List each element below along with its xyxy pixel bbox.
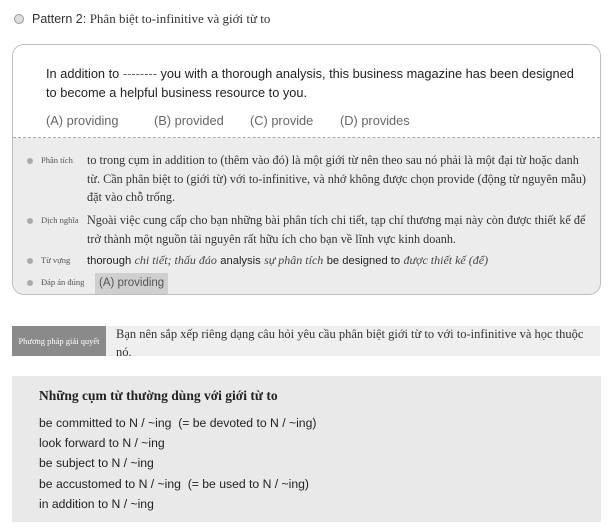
- pattern-title: [32, 11, 270, 27]
- analysis-text: to trong cụm in addition to (thêm vào đó) là một giới từ nên theo sau nó phải là một đại từ hoặc danh từ. Cần phân biệt to (giới từ) với to-infinitive, và nhớ không được chọn provide (động từ nguyên mẫu) đặt vào chỗ trống.: [87, 153, 586, 204]
- phrases-list: [39, 413, 316, 514]
- phrase-item: be subject to N / ~ing: [39, 456, 154, 471]
- circle-bullet-icon: [14, 14, 24, 24]
- choice-b[interactable]: (B) provided: [154, 113, 224, 128]
- correct-answer: (A) providing: [95, 273, 168, 294]
- answer-label: Đáp án đúng: [41, 277, 85, 287]
- phrase-item: be accustomed to N / ~ing (= be used to N / ~ing): [39, 476, 309, 491]
- question-card: [12, 44, 601, 295]
- phrases-box: [12, 376, 601, 522]
- phrase-item: be committed to N / ~ing (= be devoted to N / ~ing): [39, 416, 317, 430]
- vocab-meaning: chi tiết; thấu đáo: [134, 253, 217, 267]
- question-after-blank: you with a thorough analysis, this business magazine has been designed to become a helpful business resource to you.: [46, 66, 574, 100]
- question-section: [13, 45, 600, 137]
- choice-d[interactable]: (D) provides: [340, 113, 410, 128]
- bullet-icon: [27, 158, 33, 164]
- vocab-word: be designed to: [326, 255, 401, 267]
- translation-label: Dịch nghĩa: [41, 215, 79, 225]
- pattern-prefix: Pattern 2:: [32, 12, 87, 26]
- vocab-meaning: sự phân tích: [264, 253, 324, 267]
- bullet-icon: [27, 280, 33, 286]
- bullet-icon: [27, 258, 33, 264]
- answer-value: [95, 273, 600, 294]
- pattern-title-text: Phân biệt to-infinitive và giới từ to: [89, 11, 271, 26]
- vocab-word: thorough: [87, 255, 132, 267]
- question-blank: --------: [122, 66, 157, 81]
- bullet-icon: [27, 218, 33, 224]
- phrase-item: look forward to N / ~ing: [39, 436, 165, 451]
- question-before-blank: In addition to: [46, 66, 120, 81]
- vocab-label: Từ vựng: [41, 255, 71, 265]
- analysis-label: Phân tích: [41, 155, 73, 165]
- phrases-title: Những cụm từ thường dùng với giới từ to: [39, 388, 278, 403]
- vocab-meaning: được thiết kế (để): [403, 253, 489, 267]
- pattern-header: [14, 11, 270, 27]
- question-sentence: [46, 64, 586, 102]
- method-text: Bạn nên sắp xếp riêng dạng câu hỏi yêu cầu phân biệt giới từ to với to-infinitive và học thuộc nó.: [116, 327, 584, 359]
- phrase-item: in addition to N / ~ing: [39, 496, 154, 511]
- translation-text: Ngoài việc cung cấp cho bạn những bài phân tích chi tiết, tạp chí thương mại này còn được thiết kế để trở thành một nguồn tài nguyên rất hữu ích cho bạn về lĩnh vực kinh doanh.: [87, 213, 586, 246]
- vocab-word: analysis: [220, 255, 261, 267]
- method-label: Phương pháp giải quyết: [12, 326, 106, 356]
- explanation-section: [13, 138, 600, 294]
- choice-a[interactable]: (A) providing: [46, 113, 119, 128]
- choice-c[interactable]: (C) provide: [250, 113, 314, 128]
- vocab-list: [87, 251, 592, 271]
